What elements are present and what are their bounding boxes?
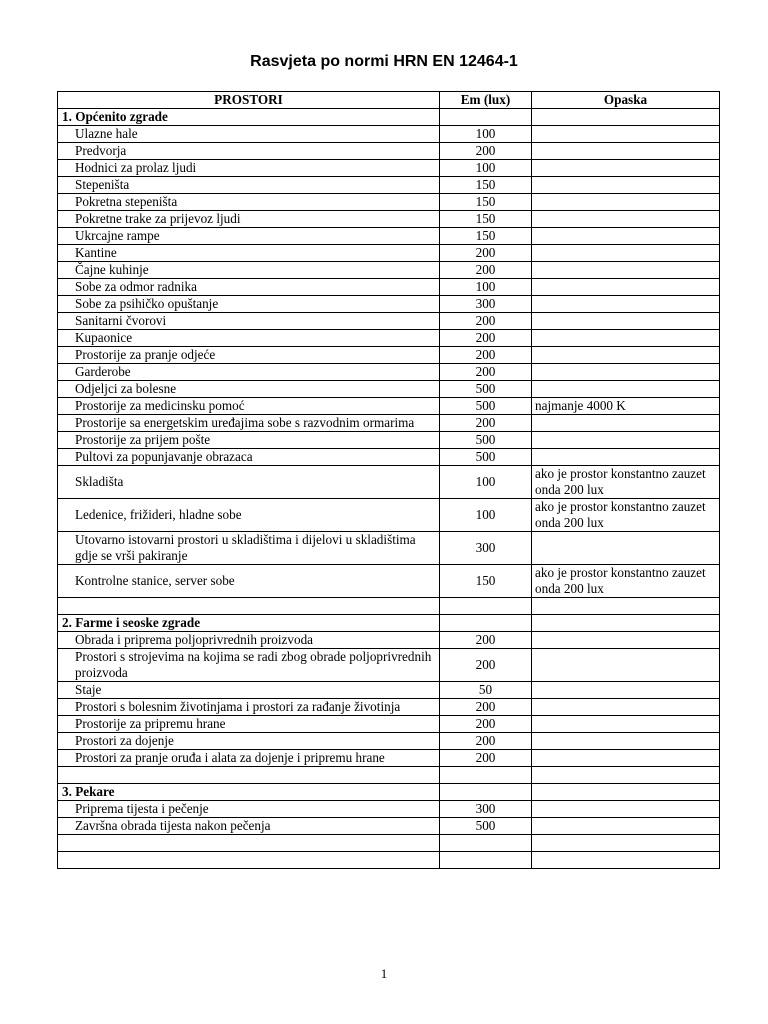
note-cell <box>532 449 720 466</box>
space-name-cell: Pokretne trake za prijevoz ljudi <box>58 211 440 228</box>
table-row <box>58 313 720 330</box>
lux-value-cell: 200 <box>440 415 532 432</box>
table-row <box>58 449 720 466</box>
table-header-row <box>58 92 720 109</box>
note-cell <box>532 296 720 313</box>
note-cell <box>532 801 720 818</box>
space-name-cell: Garderobe <box>58 364 440 381</box>
table-row <box>58 228 720 245</box>
lux-value-cell: 100 <box>440 126 532 143</box>
note-cell <box>532 143 720 160</box>
table-row <box>58 398 720 415</box>
table-row <box>58 733 720 750</box>
note-cell <box>532 313 720 330</box>
note-cell <box>532 330 720 347</box>
space-name-cell: 1. Općenito zgrade <box>58 109 440 126</box>
header-em-lux: Em (lux) <box>440 92 532 109</box>
space-name-cell: Kupaonice <box>58 330 440 347</box>
lux-value-cell: 300 <box>440 801 532 818</box>
lux-value-cell <box>440 835 532 852</box>
note-cell <box>532 364 720 381</box>
table-row <box>58 177 720 194</box>
table-row <box>58 381 720 398</box>
note-cell <box>532 109 720 126</box>
table-row <box>58 262 720 279</box>
note-cell: ako je prostor konstantno zauzet onda 200 lux <box>532 499 720 532</box>
space-name-cell: Obrada i priprema poljoprivrednih proizvoda <box>58 632 440 649</box>
note-cell <box>532 211 720 228</box>
lux-value-cell: 200 <box>440 649 532 682</box>
note-cell <box>532 699 720 716</box>
space-name-cell: Sanitarni čvorovi <box>58 313 440 330</box>
space-name-cell <box>58 835 440 852</box>
note-cell <box>532 381 720 398</box>
lux-value-cell: 200 <box>440 245 532 262</box>
table-row <box>58 632 720 649</box>
space-name-cell: Prostori s strojevima na kojima se radi zbog obrade poljoprivrednih proizvoda <box>58 649 440 682</box>
note-cell <box>532 733 720 750</box>
blank-row <box>58 835 720 852</box>
note-cell <box>532 598 720 615</box>
note-cell <box>532 852 720 869</box>
note-cell <box>532 532 720 565</box>
table-row <box>58 296 720 313</box>
note-cell: ako je prostor konstantno zauzet onda 200 lux <box>532 466 720 499</box>
lux-value-cell: 150 <box>440 228 532 245</box>
space-name-cell: Staje <box>58 682 440 699</box>
lighting-norm-table <box>57 91 720 869</box>
space-name-cell: Skladišta <box>58 466 440 499</box>
space-name-cell <box>58 852 440 869</box>
space-name-cell: Priprema tijesta i pečenje <box>58 801 440 818</box>
lux-value-cell: 200 <box>440 632 532 649</box>
lux-value-cell: 200 <box>440 313 532 330</box>
space-name-cell: Stepeništa <box>58 177 440 194</box>
table-row <box>58 466 720 499</box>
lux-value-cell: 200 <box>440 143 532 160</box>
table-row <box>58 699 720 716</box>
lux-value-cell: 500 <box>440 449 532 466</box>
lux-value-cell <box>440 109 532 126</box>
table-row <box>58 801 720 818</box>
header-prostori: PROSTORI <box>58 92 440 109</box>
space-name-cell: 3. Pekare <box>58 784 440 801</box>
space-name-cell: Sobe za odmor radnika <box>58 279 440 296</box>
space-name-cell: Prostori za pranje oruđa i alata za dojenje i pripremu hrane <box>58 750 440 767</box>
space-name-cell: Utovarno istovarni prostori u skladištima i dijelovi u skladištima gdje se vrši pakiranje <box>58 532 440 565</box>
table-row <box>58 143 720 160</box>
note-cell <box>532 126 720 143</box>
space-name-cell <box>58 767 440 784</box>
lux-value-cell: 50 <box>440 682 532 699</box>
space-name-cell: Hodnici za prolaz ljudi <box>58 160 440 177</box>
lux-value-cell: 100 <box>440 160 532 177</box>
table-row <box>58 716 720 733</box>
note-cell <box>532 262 720 279</box>
lux-value-cell: 200 <box>440 750 532 767</box>
lux-value-cell: 300 <box>440 296 532 313</box>
table-row <box>58 750 720 767</box>
lux-value-cell <box>440 784 532 801</box>
note-cell <box>532 767 720 784</box>
note-cell <box>532 177 720 194</box>
table-row <box>58 565 720 598</box>
space-name-cell: Prostori s bolesnim životinjama i prostori za rađanje životinja <box>58 699 440 716</box>
lux-value-cell: 150 <box>440 194 532 211</box>
note-cell <box>532 615 720 632</box>
note-cell <box>532 245 720 262</box>
table-row <box>58 682 720 699</box>
table-row <box>58 211 720 228</box>
lux-value-cell: 200 <box>440 733 532 750</box>
note-cell <box>532 835 720 852</box>
space-name-cell: Kantine <box>58 245 440 262</box>
space-name-cell: Ulazne hale <box>58 126 440 143</box>
table-row <box>58 160 720 177</box>
space-name-cell <box>58 598 440 615</box>
note-cell: ako je prostor konstantno zauzet onda 200 lux <box>532 565 720 598</box>
lux-value-cell <box>440 852 532 869</box>
lux-value-cell: 100 <box>440 279 532 296</box>
lux-value-cell: 200 <box>440 262 532 279</box>
document-title: Rasvjeta po normi HRN EN 12464-1 <box>250 53 518 70</box>
table-body <box>58 109 720 869</box>
table-row <box>58 364 720 381</box>
space-name-cell: Odjeljci za bolesne <box>58 381 440 398</box>
section-header-row <box>58 615 720 632</box>
lux-value-cell: 200 <box>440 716 532 733</box>
section-header-row <box>58 109 720 126</box>
note-cell <box>532 194 720 211</box>
space-name-cell: Ledenice, frižideri, hladne sobe <box>58 499 440 532</box>
note-cell: najmanje 4000 K <box>532 398 720 415</box>
space-name-cell: Prostorije sa energetskim uređajima sobe s razvodnim ormarima <box>58 415 440 432</box>
table-row <box>58 499 720 532</box>
space-name-cell: Prostorije za pripremu hrane <box>58 716 440 733</box>
lux-value-cell: 100 <box>440 466 532 499</box>
note-cell <box>532 160 720 177</box>
table-row <box>58 245 720 262</box>
table-row <box>58 432 720 449</box>
table-row <box>58 532 720 565</box>
lux-value-cell: 500 <box>440 381 532 398</box>
table-row <box>58 649 720 682</box>
note-cell <box>532 784 720 801</box>
space-name-cell: 2. Farme i seoske zgrade <box>58 615 440 632</box>
blank-row <box>58 767 720 784</box>
blank-row <box>58 598 720 615</box>
space-name-cell: Kontrolne stanice, server sobe <box>58 565 440 598</box>
header-opaska: Opaska <box>532 92 720 109</box>
table-row <box>58 126 720 143</box>
note-cell <box>532 649 720 682</box>
lux-value-cell: 200 <box>440 347 532 364</box>
space-name-cell: Prostorije za medicinsku pomoć <box>58 398 440 415</box>
space-name-cell: Sobe za psihičko opuštanje <box>58 296 440 313</box>
lux-value-cell: 200 <box>440 330 532 347</box>
note-cell <box>532 228 720 245</box>
space-name-cell: Pokretna stepeništa <box>58 194 440 211</box>
table-row <box>58 415 720 432</box>
table-row <box>58 194 720 211</box>
space-name-cell: Pultovi za popunjavanje obrazaca <box>58 449 440 466</box>
lux-value-cell: 150 <box>440 565 532 598</box>
note-cell <box>532 750 720 767</box>
table-row <box>58 347 720 364</box>
note-cell <box>532 279 720 296</box>
space-name-cell: Prostori za dojenje <box>58 733 440 750</box>
lux-value-cell: 300 <box>440 532 532 565</box>
page-number: 1 <box>380 966 388 981</box>
section-header-row <box>58 784 720 801</box>
lux-value-cell: 200 <box>440 699 532 716</box>
lux-value-cell: 150 <box>440 211 532 228</box>
lux-value-cell <box>440 615 532 632</box>
space-name-cell: Prostorije za prijem pošte <box>58 432 440 449</box>
lux-value-cell: 500 <box>440 398 532 415</box>
note-cell <box>532 432 720 449</box>
note-cell <box>532 632 720 649</box>
lux-value-cell: 100 <box>440 499 532 532</box>
lux-value-cell <box>440 767 532 784</box>
note-cell <box>532 818 720 835</box>
table-row <box>58 330 720 347</box>
note-cell <box>532 347 720 364</box>
lux-value-cell: 500 <box>440 818 532 835</box>
lux-value-cell: 150 <box>440 177 532 194</box>
space-name-cell: Ukrcajne rampe <box>58 228 440 245</box>
space-name-cell: Prostorije za pranje odjeće <box>58 347 440 364</box>
note-cell <box>532 415 720 432</box>
note-cell <box>532 716 720 733</box>
table-row <box>58 818 720 835</box>
space-name-cell: Predvorja <box>58 143 440 160</box>
lux-value-cell <box>440 598 532 615</box>
lux-value-cell: 500 <box>440 432 532 449</box>
lux-value-cell: 200 <box>440 364 532 381</box>
space-name-cell: Završna obrada tijesta nakon pečenja <box>58 818 440 835</box>
note-cell <box>532 682 720 699</box>
table-row <box>58 279 720 296</box>
space-name-cell: Čajne kuhinje <box>58 262 440 279</box>
blank-row <box>58 852 720 869</box>
